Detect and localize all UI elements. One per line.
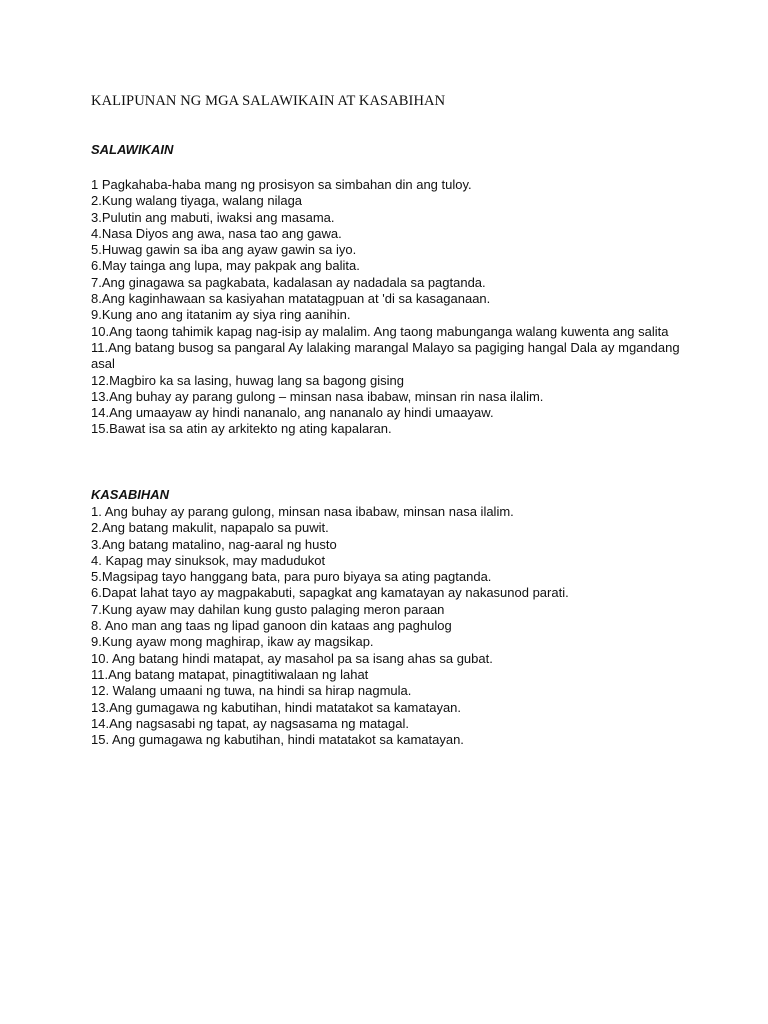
kasabihan-list (91, 504, 691, 748)
salawikain-item: 9.Kung ano ang itatanim ay siya ring aanihin. (91, 307, 351, 323)
kasabihan-item: 10. Ang batang hindi matapat, ay masahol pa sa isang ahas sa gubat. (91, 650, 493, 666)
salawikain-item: 13.Ang buhay ay parang gulong – minsan nasa ibabaw, minsan rin nasa ilalim. (91, 388, 544, 404)
kasabihan-item: 4. Kapag may sinuksok, may madudukot (91, 552, 326, 568)
kasabihan-item: 9.Kung ayaw mong maghirap, ikaw ay magsikap. (91, 634, 374, 650)
salawikain-item: 4.Nasa Diyos ang awa, nasa tao ang gawa. (91, 225, 342, 241)
kasabihan-item: 11.Ang batang matapat, pinagtitiwalaan ng lahat (91, 666, 369, 682)
kasabihan-item: 1. Ang buhay ay parang gulong, minsan nasa ibabaw, minsan nasa ilalim. (91, 504, 514, 519)
salawikain-heading: SALAWIKAIN (91, 142, 174, 157)
kasabihan-item: 6.Dapat lahat tayo ay magpakabuti, sapagkat ang kamatayan ay nakasunod parati. (91, 585, 569, 601)
kasabihan-item: 12. Walang umaani ng tuwa, na hindi sa hirap nagmula. (91, 683, 412, 699)
kasabihan-item: 2.Ang batang makulit, napapalo sa puwit. (91, 520, 329, 536)
salawikain-item: 1 Pagkahaba-haba mang ng prosisyon sa simbahan din ang tuloy. (91, 177, 472, 192)
salawikain-item: 2.Kung walang tiyaga, walang nilaga (91, 193, 303, 209)
kasabihan-item: 8. Ano man ang taas ng lipad ganoon din kataas ang paghulog (91, 618, 452, 634)
salawikain-item: 6.May tainga ang lupa, may pakpak ang balita. (91, 258, 360, 274)
salawikain-item: 3.Pulutin ang mabuti, iwaksi ang masama. (91, 209, 335, 225)
document-title: KALIPUNAN NG MGA SALAWIKAIN AT KASABIHAN (91, 93, 446, 109)
salawikain-list (91, 177, 691, 438)
salawikain-item: 15.Bawat isa sa atin ay arkitekto ng ating kapalaran. (91, 421, 392, 437)
kasabihan-item: 3.Ang batang matalino, nag-aaral ng husto (91, 536, 337, 552)
salawikain-item: 12.Magbiro ka sa lasing, huwag lang sa bagong gising (91, 372, 404, 388)
kasabihan-item: 13.Ang gumagawa ng kabutihan, hindi matatakot sa kamatayan. (91, 699, 462, 715)
kasabihan-item: 14.Ang nagsasabi ng tapat, ay nagsasama ng matagal. (91, 715, 409, 731)
salawikain-item: 7.Ang ginagawa sa pagkabata, kadalasan ay nadadala sa pagtanda. (91, 274, 486, 290)
kasabihan-item: 15. Ang gumagawa ng kabutihan, hindi matatakot sa kamatayan. (91, 732, 464, 748)
salawikain-item: 10.Ang taong tahimik kapag nag-isip ay malalim. Ang taong mabunganga walang kuwenta ang salita (91, 323, 669, 339)
salawikain-item: 11.Ang batang busog sa pangaral Ay lalaking marangal Malayo sa pagiging hangal Dala ay mgandang asal (91, 339, 680, 372)
kasabihan-item: 7.Kung ayaw may dahilan kung gusto palaging meron paraan (91, 601, 445, 617)
salawikain-item: 14.Ang umaayaw ay hindi nananalo, ang nananalo ay hindi umaayaw. (91, 405, 494, 421)
kasabihan-heading: KASABIHAN (91, 487, 169, 502)
salawikain-item: 8.Ang kaginhawaan sa kasiyahan matatagpuan at 'di sa kasaganaan. (91, 291, 491, 307)
salawikain-item: 5.Huwag gawin sa iba ang ayaw gawin sa iyo. (91, 242, 357, 258)
kasabihan-item: 5.Magsipag tayo hanggang bata, para puro biyaya sa ating pagtanda. (91, 569, 492, 585)
